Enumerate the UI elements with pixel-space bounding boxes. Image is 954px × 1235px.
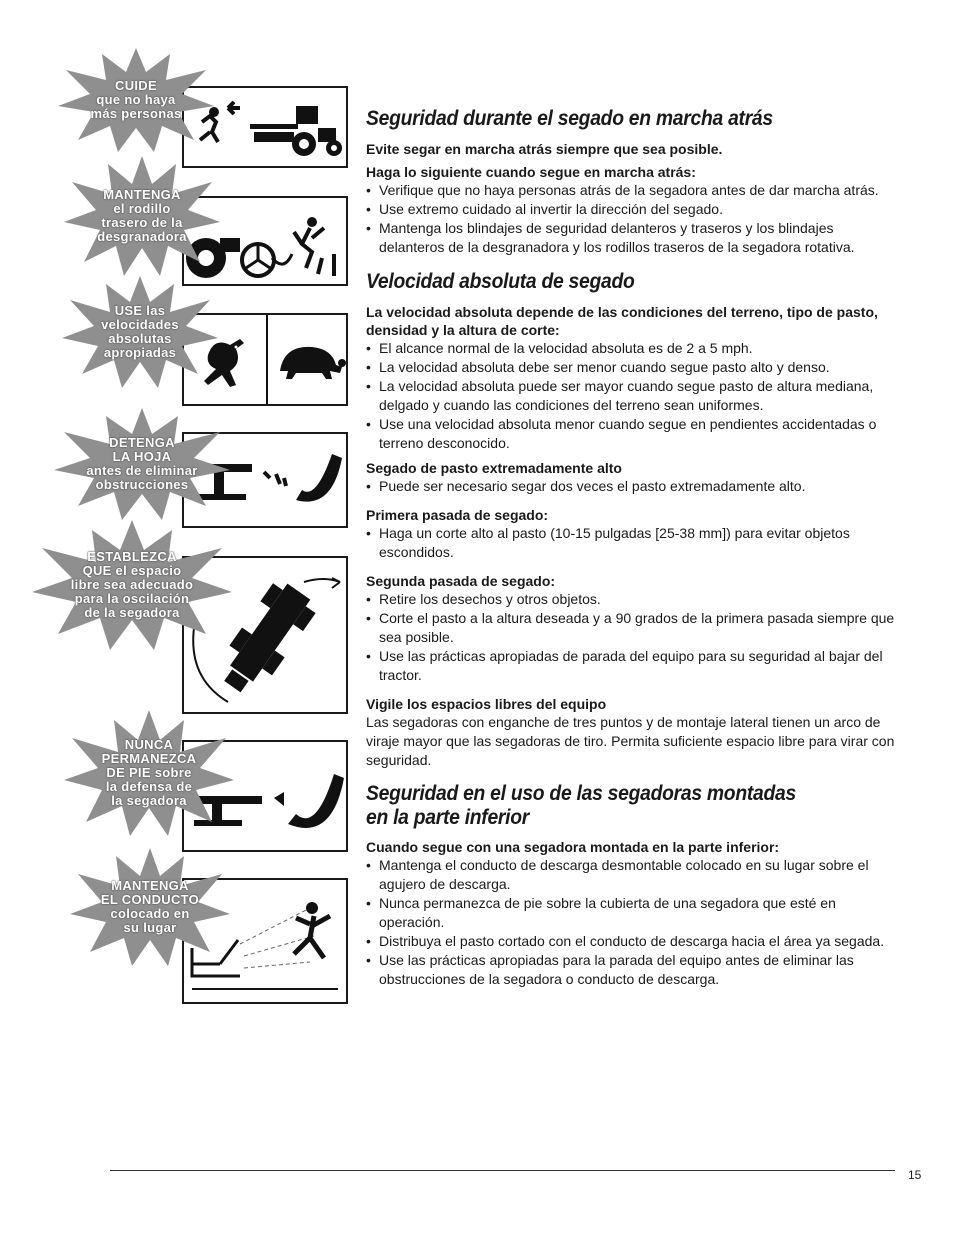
starburst-text: NUNCA PERMANEZCA DE PIE sobre la defensa de la segadora (101, 737, 197, 808)
starburst-chute (70, 848, 230, 966)
clearance-text: Las segadoras con enganche de tres puntos y de montaje lateral tienen un arco de viraje mayor que las segadoras de tiro. Permita suficiente espacio libre para virar con seguridad. (366, 714, 895, 768)
list-item: • Mantenga el conducto de descarga desmontable colocado en su lugar sobre el agujero de descarga. (366, 856, 896, 894)
tall-grass-list (366, 477, 896, 496)
starburst-text: ESTABLEZCA QUE el espacio libre sea adecuado para la oscilación de la segadora (70, 549, 194, 620)
list-item: • La velocidad absoluta debe ser menor cuando segue pasto alto y denso. (366, 358, 896, 377)
list-item: • La velocidad absoluta puede ser mayor cuando segue pasto de altura mediana, delgado y cuando las condiciones del terreno sean uniformes. (366, 377, 896, 415)
starburst-swing-clearance (32, 520, 232, 650)
under-lead: Cuando segue con una segadora montada en la parte inferior: (366, 839, 780, 855)
section-title-under-line2: en la parte inferior (366, 806, 530, 829)
starburst-text: DETENGA LA HOJA antes de eliminar obstrucciones (86, 435, 198, 492)
speed-list (366, 339, 896, 453)
starburst-keep-clear (58, 48, 214, 152)
list-item: • Mantenga los blindajes de seguridad delanteros y traseros y los blindajes delanteros de la desgranadora y los rodillos traseros de la segadora rotativa. (366, 219, 896, 257)
reverse-list (366, 181, 896, 257)
first-pass-sub: Primera pasada de segado: (366, 507, 549, 523)
starburst-never-stand (64, 710, 234, 836)
safety-illustrations (0, 0, 360, 1020)
second-pass-list (366, 590, 896, 685)
list-item: • Puede ser necesario segar dos veces el pasto extremadamente alto. (366, 477, 896, 496)
starburst-text: MANTENGA el rodillo trasero de la desgranadora (97, 187, 187, 244)
first-pass-list (366, 524, 896, 562)
section-title-under (366, 782, 854, 830)
section-title-under-line1: Seguridad en el uso de las segadoras montadas (366, 782, 796, 805)
starburst-text: CUIDE que no haya más personas (90, 78, 182, 121)
reverse-sub: Haga lo siguiente cuando segue en marcha atrás: (366, 164, 696, 180)
starburst-text: MANTENGA EL CONDUCTO colocado en su lugar (100, 878, 200, 935)
list-item: • Use las prácticas apropiadas de parada del equipo para su seguridad al bajar del tractor. (366, 647, 896, 685)
second-pass-sub: Segunda pasada de segado: (366, 573, 556, 589)
content-column (366, 104, 896, 995)
list-item: • Use una velocidad absoluta menor cuando segue en pendientes accidentadas o terreno desconocido. (366, 415, 896, 453)
starburst-speed (62, 276, 218, 388)
list-item: • El alcance normal de la velocidad absoluta es de 2 a 5 mph. (366, 339, 896, 358)
list-item: • Corte el pasto a la altura deseada y a 90 grados de la primera pasada siempre que sea posible. (366, 609, 896, 647)
list-item: • Retire los desechos y otros objetos. (366, 590, 896, 609)
list-item: • Distribuya el pasto cortado con el conducto de descarga hacia el área ya segada. (366, 932, 896, 951)
list-item: • Use las prácticas apropiadas para la parada del equipo antes de eliminar las obstrucciones de la segadora o conducto de descarga. (366, 951, 896, 989)
section-title-reverse: Seguridad durante el segado en marcha atrás (366, 107, 773, 130)
list-item: • Verifique que no haya personas atrás de la segadora antes de dar marcha atrás. (366, 181, 896, 200)
list-item: • Use extremo cuidado al invertir la dirección del segado. (366, 200, 896, 219)
starburst-text: USE las velocidades absolutas apropiadas (101, 303, 179, 360)
speed-lead: La velocidad absoluta depende de las condiciones del terreno, tipo de pasto, densidad y la altura de corte: (366, 304, 878, 338)
starburst-rear-roller (64, 156, 220, 276)
starburst-stop-blade (54, 408, 230, 520)
turtle-icon (268, 315, 348, 404)
footer-rule (110, 1170, 895, 1171)
clearance-sub: Vigile los espacios libres del equipo (366, 696, 607, 712)
tall-grass-sub: Segado de pasto extremadamente alto (366, 460, 622, 476)
list-item: • Nunca permanezca de pie sobre la cubierta de una segadora que esté en operación. (366, 894, 896, 932)
section-title-speed: Velocidad absoluta de segado (366, 270, 635, 293)
under-list (366, 856, 896, 989)
page-number: 15 (908, 1168, 922, 1182)
reverse-lead: Evite segar en marcha atrás siempre que sea posible. (366, 141, 723, 157)
list-item: • Haga un corte alto al pasto (10-15 pulgadas [25-38 mm]) para evitar objetos escondidos. (366, 524, 896, 562)
